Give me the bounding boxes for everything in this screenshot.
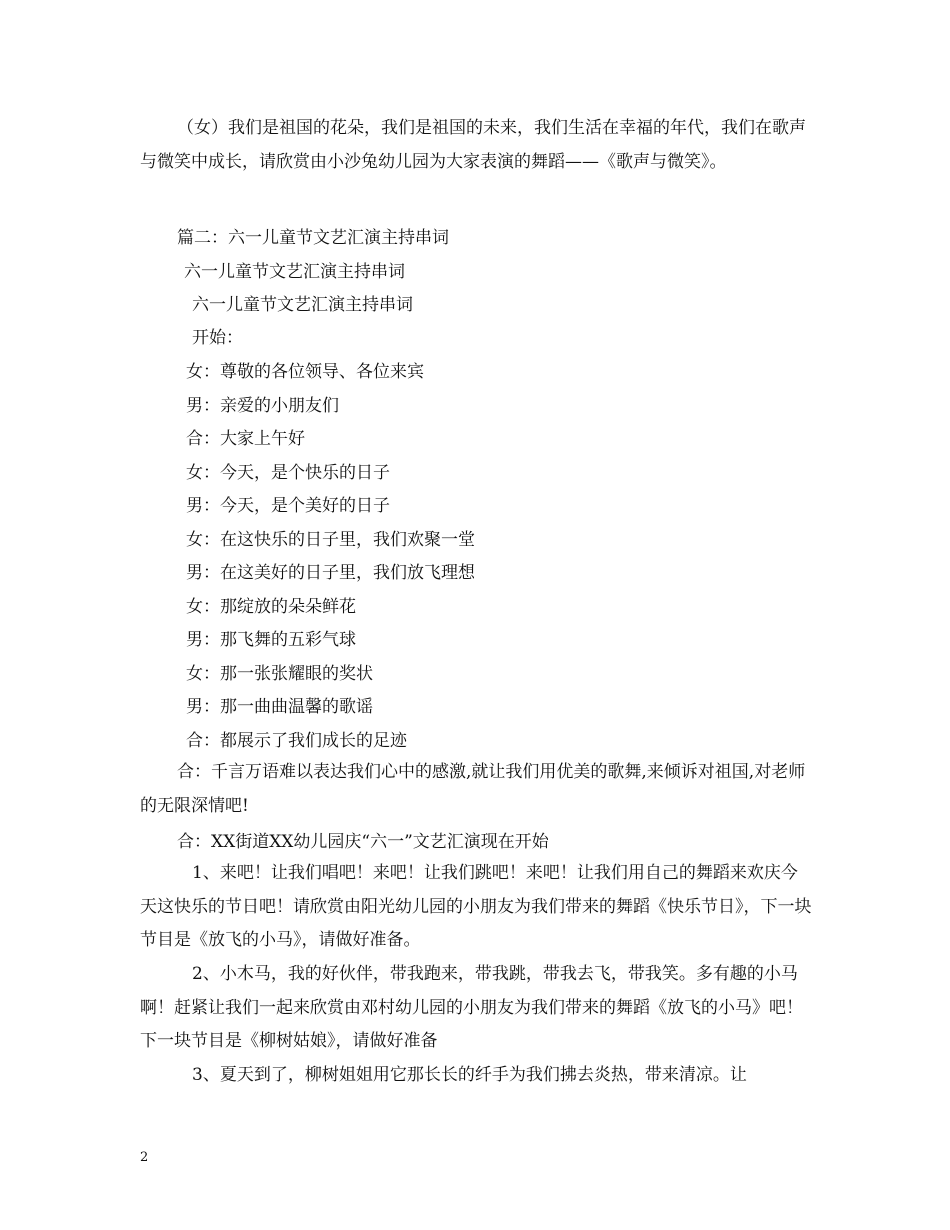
dialogue-line: 合：大家上午好 xyxy=(186,429,305,449)
dialogue-paragraph: 合：千言万语难以表达我们心中的感激,就让我们用优美的歌舞,来倾诉对祖国,对老师的无限深情吧! xyxy=(140,762,806,816)
dialogue-line: 男：在这美好的日子里，我们放飞理想 xyxy=(186,563,475,583)
dialogue-line: 男：亲爱的小朋友们 xyxy=(186,396,339,416)
dialogue-line: 女：那绽放的朵朵鲜花 xyxy=(186,597,356,617)
program-item-3: 3、夏天到了，柳树姐姐用它那长长的纤手为我们拂去炎热，带来清凉。让 xyxy=(192,1065,747,1085)
dialogue-line: 合：XX街道XX幼儿园庆“六一”文艺汇演现在开始 xyxy=(177,832,549,852)
dialogue-line: 女：在这快乐的日子里，我们欢聚一堂 xyxy=(186,530,475,550)
program-item-2: 2、小木马，我的好伙伴，带我跑来，带我跳，带我去飞，带我笑。多有趣的小马啊！赶紧让我们一起来欣赏由邓村幼儿园的小朋友为我们带来的舞蹈《放飞的小马》吧！下一块节目是《柳树姑娘》，请做好准备 xyxy=(140,964,803,1051)
dialogue-line: 女：尊敬的各位领导、各位来宾 xyxy=(186,362,424,382)
dialogue-line: 男：那飞舞的五彩气球 xyxy=(186,630,356,650)
dialogue-line: 女：那一张张耀眼的奖状 xyxy=(186,664,373,684)
program-item-1: 1、来吧！让我们唱吧！来吧！让我们跳吧！来吧！让我们用自己的舞蹈来欢庆今天这快乐的节日吧！请欣赏由阳光幼儿园的小朋友为我们带来的舞蹈《快乐节日》，下一块节目是《放飞的小马》，请做好准备。 xyxy=(140,863,812,950)
title-line: 六一儿童节文艺汇演主持串词 xyxy=(192,295,413,315)
page-number: 2 xyxy=(140,1150,149,1165)
start-label: 开始： xyxy=(192,328,243,348)
title-line: 六一儿童节文艺汇演主持串词 xyxy=(184,262,405,282)
paragraph-intro: （女）我们是祖国的花朵，我们是祖国的未来，我们生活在幸福的年代，我们在歌声与微笑中成长，请欣赏由小沙兔幼儿园为大家表演的舞蹈——《歌声与微笑》。 xyxy=(140,118,806,172)
dialogue-line: 合：都展示了我们成长的足迹 xyxy=(186,731,407,751)
dialogue-line: 男：今天，是个美好的日子 xyxy=(186,496,390,516)
dialogue-line: 男：那一曲曲温馨的歌谣 xyxy=(186,697,373,717)
dialogue-line: 女：今天，是个快乐的日子 xyxy=(186,463,390,483)
section-heading: 篇二：六一儿童节文艺汇演主持串词 xyxy=(177,228,449,248)
